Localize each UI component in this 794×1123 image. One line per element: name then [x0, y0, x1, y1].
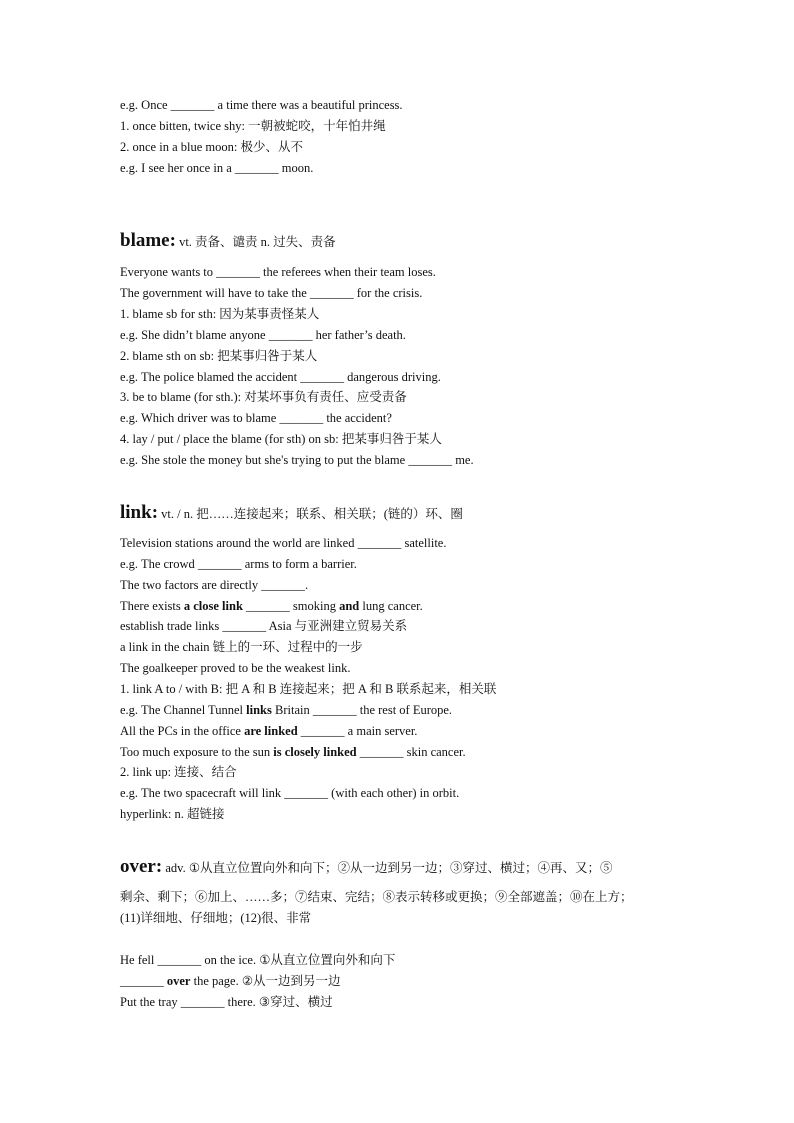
entry-heading-blame [120, 230, 336, 253]
text-segment: Britain _______ the rest of Europe. [271, 703, 453, 717]
example-line [120, 598, 423, 614]
bold-segment: is closely linked [273, 745, 357, 759]
text-segment: _______ smoking [242, 599, 340, 613]
example-line: Everyone wants to _______ the referees when their team loses. [120, 265, 436, 279]
bold-segment: are linked [244, 724, 298, 738]
phrase-line: 3. be to blame (for sth.): 对某坏事负有责任、应受责备 [120, 390, 407, 404]
text-segment: There exists [120, 599, 184, 613]
example-line: e.g. The two spacecraft will link _______ (with each other) in orbit. [120, 786, 460, 800]
example-line [120, 723, 417, 739]
phrase-line: 1. link A to / with B: 把 A 和 B 连接起来；把 A 和 B 联系起来，相关联 [120, 682, 497, 696]
headword-sense: adv. ①从直立位置向外和向下；②从一边到另一边；③穿过、横过；④再、又；⑤ [162, 861, 613, 875]
sense-line: 剩余、剩下；⑥加上、……多；⑦结束、完结；⑧表示转移或更换；⑨全部遮盖；⑩在上方； [120, 890, 633, 904]
example-line: Put the tray _______ there. ③穿过、横过 [120, 995, 333, 1009]
phrase-line: 2. link up: 连接、结合 [120, 765, 237, 779]
bold-segment: over [166, 974, 191, 988]
example-line: e.g. She didn’t blame anyone _______ her father’s death. [120, 328, 406, 342]
text-segment: _______ skin cancer. [356, 745, 466, 759]
phrase-line: 4. lay / put / place the blame (for sth) on sb: 把某事归咎于某人 [120, 432, 442, 446]
example-line: e.g. Which driver was to blame _______ the accident? [120, 411, 392, 425]
phrase-line: 2. blame sth on sb: 把某事归咎于某人 [120, 349, 318, 363]
phrase-line: hyperlink: n. 超链接 [120, 807, 225, 821]
example-line: The goalkeeper proved to be the weakest link. [120, 661, 351, 675]
text-segment: the page. ②从一边到另一边 [190, 974, 341, 988]
example-line [120, 702, 452, 718]
example-line [120, 744, 466, 760]
headword: over: [120, 856, 163, 877]
sense-line: (11)详细地、仔细地；(12)很、非常 [120, 911, 312, 925]
phrase-line: 1. once bitten, twice shy: 一朝被蛇咬，十年怕井绳 [120, 119, 386, 133]
example-line: e.g. She stole the money but she's trying to put the blame _______ me. [120, 453, 474, 467]
text-segment: _______ a main server. [297, 724, 418, 738]
text-segment: e.g. The Channel Tunnel [120, 703, 247, 717]
phrase-line: a link in the chain 链上的一环、过程中的一步 [120, 640, 363, 654]
text-segment: _______ [120, 974, 167, 988]
text-segment: Too much exposure to the sun [120, 745, 274, 759]
example-line: e.g. Once _______ a time there was a beautiful princess. [120, 98, 403, 112]
example-line: e.g. I see her once in a _______ moon. [120, 161, 314, 175]
example-line: e.g. The crowd _______ arms to form a barrier. [120, 557, 357, 571]
example-line: The two factors are directly _______. [120, 578, 309, 592]
text-segment: lung cancer. [359, 599, 423, 613]
phrase-line: 1. blame sb for sth: 因为某事责怪某人 [120, 307, 320, 321]
headword: blame: [120, 230, 176, 251]
headword: link: [120, 502, 159, 523]
example-line: He fell _______ on the ice. ①从直立位置向外和向下 [120, 953, 396, 967]
phrase-line: establish trade links _______ Asia 与亚洲建立贸易关系 [120, 619, 408, 633]
headword-sense: vt. 责备、谴责 n. 过失、责备 [175, 235, 336, 249]
example-line: Television stations around the world are linked _______ satellite. [120, 536, 447, 550]
example-line: The government will have to take the _______ for the crisis. [120, 286, 423, 300]
phrase-line: 2. once in a blue moon: 极少、从不 [120, 140, 303, 154]
bold-segment: and [339, 599, 360, 613]
example-line [120, 973, 341, 989]
text-segment: All the PCs in the office [120, 724, 245, 738]
entry-heading-link [120, 502, 463, 525]
example-line: e.g. The police blamed the accident _______ dangerous driving. [120, 370, 441, 384]
entry-heading-over [120, 856, 613, 879]
bold-segment: links [246, 703, 272, 717]
headword-sense: vt. / n. 把……连接起来；联系、相关联；(链的）环、圈 [158, 507, 463, 521]
bold-segment: a close link [183, 599, 243, 613]
